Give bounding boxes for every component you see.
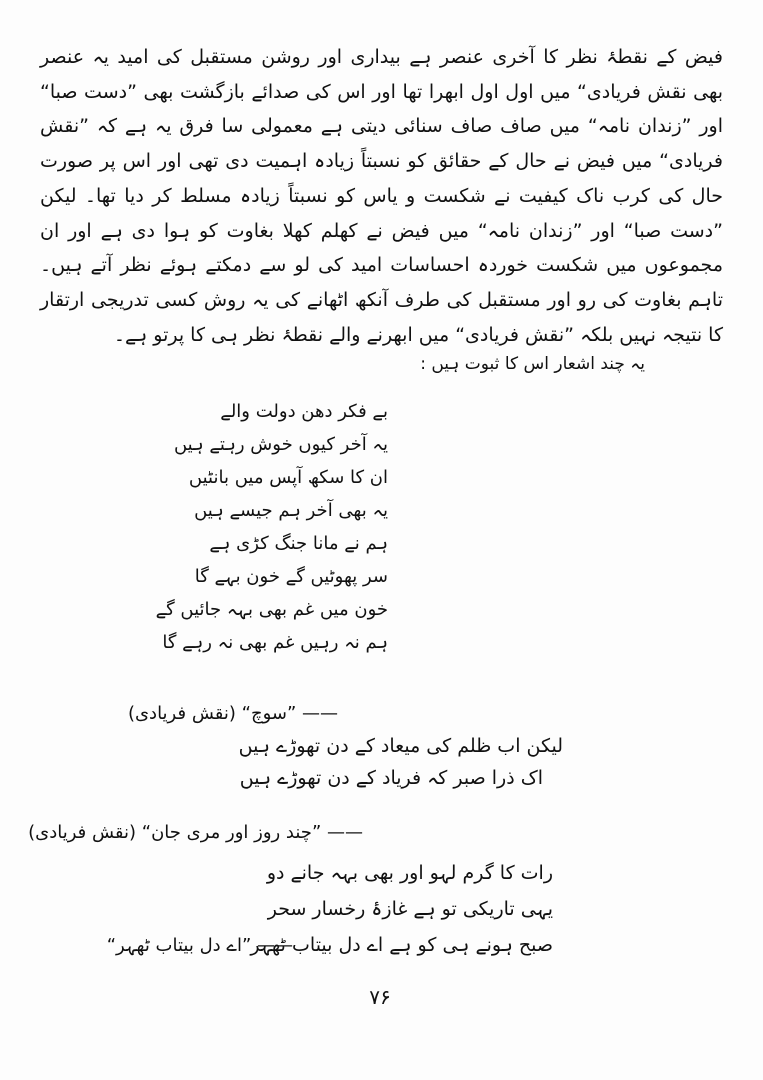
intro-line: یہ چند اشعار اس کا ثبوت ہیں : xyxy=(420,354,645,374)
verse-line: بے فکر دھن دولت والے xyxy=(220,401,388,422)
poem-citation: —— ”چند روز اور مری جان“ (نقش فریادی) xyxy=(28,822,363,843)
verse-line: یہی تاریکی تو ہے غازۂ رخسار سحر xyxy=(267,898,553,920)
body-text xyxy=(40,40,723,352)
verse-line: یہ بھی آخر ہم جیسے ہیں xyxy=(194,500,388,521)
verse-line: ہم نے مانا جنگ کڑی ہے xyxy=(209,533,388,554)
verse-line: خون میں غم بھی بہہ جائیں گے xyxy=(155,599,388,620)
page-number: ۷۶ xyxy=(369,985,391,1009)
poem-dil-betab xyxy=(250,855,643,963)
poem-citation: —— ”سوچ“ (نقش فریادی) xyxy=(127,703,338,724)
verse-line: یہ آخر کیوں خوش رہتے ہیں xyxy=(173,434,388,455)
verse-line: ہم نہ رہیں غم بھی نہ رہے گا xyxy=(162,632,388,653)
verse-line: سر پھوٹیں گے خون بہے گا xyxy=(194,566,388,587)
poem-chand-roz xyxy=(239,730,643,794)
verse-line: صبح ہونے ہی کو ہے اے دل بیتاب ٹھہر xyxy=(250,934,553,956)
poem-citation: —— ”اے دل بیتاب ٹھہر“ xyxy=(106,935,293,956)
verse-line: رات کا گرم لہو اور بھی بہہ جانے دو xyxy=(266,862,553,884)
verse-line: لیکن اب ظلم کی میعاد کے دن تھوڑے ہیں xyxy=(238,735,563,757)
verse-line: ان کا سکھ آپس میں بانٹیں xyxy=(188,467,388,488)
poem-sooch xyxy=(138,395,388,659)
verse-line: اک ذرا صبر کہ فریاد کے دن تھوڑے ہیں xyxy=(239,767,543,789)
paragraph: فیض کے نقطۂ نظر کا آخری عنصر ہے بیداری اور روشن مستقبل کی امید یہ عنصر بھی نقش فریادی“ میں اول اول ابھرا تھا اور اس کی صدائے بازگشت بھی ”دست صبا“ اور ”زندان نامہ“ میں صاف صاف سنائی دیتی ہے معمولی سا فرق یہ ہے کہ ”نقش فریادی“ میں فیض نے حال کے حقائق کو نسبتاً زیادہ اہمیت دی تھی اور اس پر صورت حال کی کرب ناک کیفیت نے شکست و یاس کو نسبتاً زیادہ مسلط کر دیا تھا۔ لیکن ”دست صبا“ اور ”زندان نامہ“ میں فیض نے کھلم کھلا بغاوت کو ہوا دی ہے اور ان مجموعوں میں شکست خوردہ احساسات امید کی لو سے دمکتے ہوئے نظر آتے ہیں۔ تاہم بغاوت کی رو اور مستقبل کی طرف آنکھ اٹھانے کی یہ روش کسی تدریجی ارتقار کا نتیجہ نہیں بلکہ ”نقش فریادی“ میں ابھرنے والے نقطۂ نظر ہی کا پرتو ہے۔ xyxy=(40,46,723,346)
